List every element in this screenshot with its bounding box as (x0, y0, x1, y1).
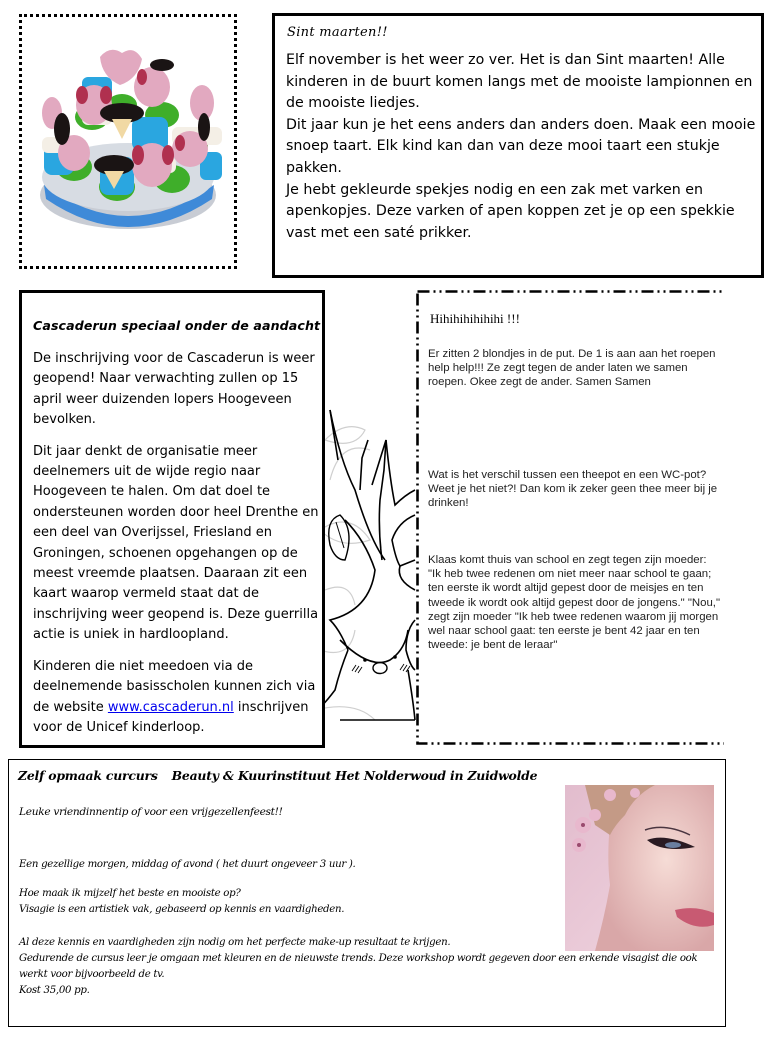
candy-cake-image (22, 17, 234, 266)
cascaderun-section (19, 290, 325, 748)
joke-item: Wat is het verschil tussen een theepot en een WC-pot? Weet je het niet?! Dan kom ik zeker geen thee meer bij je drinken! (428, 469, 718, 510)
joke-item: Er zitten 2 blondjes in de put. De 1 is aan aan het roepen help help!!! Ze zegt tegen de ander laten we samen roepen. Okee zegt de ander. Samen Samen (428, 348, 716, 389)
beauty-line: Al deze kennis en vaardigheden zijn nodig om het perfecte make-up resultaat te krijgen. (19, 937, 451, 948)
sint-maarten-body (286, 50, 756, 244)
jokes-section (416, 290, 724, 746)
beauty-line: Kost 35,00 pp. (19, 985, 90, 996)
beauty-title-institute: Beauty & Kuurinstituut Het Nolderwoud in Zuidwolde (171, 768, 538, 783)
cake-image-frame (19, 14, 237, 269)
beauty-line: werkt voor bijvoorbeeld de tv. (19, 969, 165, 980)
sint-maarten-paragraph: Dit jaar kun je het eens anders dan anders doen. Maak een mooie snoep taart. Elk kind kan dan van deze mooi taart een stukje pakken. (286, 116, 756, 176)
cascaderun-website-link[interactable]: www.cascaderun.nl (107, 699, 234, 715)
makeup-face-photo (565, 785, 714, 951)
cascaderun-paragraph: Dit jaar denkt de organisatie meer deelnemers uit de wijde regio naar Hoogeveen te halen. Om dat doel te ondersteunen worden door heel Drenthe en een deel van Overijssel, Friesland en Groningen, schoenen opgehangen op de meest vreemde plaatsen. Daaraan zit een kaart waarop vermeld staat dat de inschrijving weer geopend is. Deze guerrilla actie is uniek in hardloopland. (33, 443, 319, 643)
beauty-line: Gedurende de cursus leer je omgaan met kleuren en de nieuwste trends. Deze workshop wordt gegeven door een erkende visagist die ook (19, 953, 698, 964)
jokes-title: Hihihihihihihi !!! (430, 311, 520, 326)
sint-maarten-section (272, 13, 764, 278)
cascaderun-paragraph: De inschrijving voor de Cascaderun is weer geopend! Naar verwachting zullen op 15 april weer duizenden lopers Hoogeveen bevolken. (33, 351, 315, 428)
cascaderun-body (33, 349, 321, 749)
leaf-vein (336, 522, 344, 548)
beauty-title-course: Zelf opmaak curcurs (18, 768, 158, 783)
joke-item: Klaas komt thuis van school en zegt tegen zijn moeder: "Ik heb twee redenen om niet meer naar school te gaan; ten eerste ik wordt altijd gepest door de meisjes en ten tweede ik wordt ook altijd gepest door de jongens." "Nou," zegt zijn moeder "Ik heb twee redenen waarom jij morgen wel naar school gaat: ten eerste je bent 42 jaar en ten tweede: je bent de leraar" (428, 554, 721, 652)
sint-maarten-paragraph: Elf november is het weer zo ver. Het is dan Sint maarten! Alle kinderen in de buurt komen langs met de mooiste lampionnen en de mooiste liedjes. (286, 52, 753, 112)
beauty-section (8, 759, 726, 1027)
beauty-lines-group (19, 886, 344, 918)
sint-maarten-title: Sint maarten!! (287, 25, 388, 40)
sint-maarten-paragraph: Je hebt gekleurde spekjes nodig en een zak met varken en apenkopjes. Deze varken of apen koppen zet je op een spekkie vast met een saté prikker. (286, 181, 735, 241)
cheek-marks (352, 664, 410, 673)
beauty-line: Een gezellige morgen, middag of avond ( het duurt ongeveer 3 uur ). (19, 859, 356, 870)
eye-right (393, 655, 397, 659)
cascaderun-paragraph-last (33, 657, 321, 739)
cascaderun-text: Kinderen die niet meedoen via de deelnemende basisscholen kunnen zich via de website (33, 658, 316, 715)
cascaderun-text: inschrijven voor de Unicef kinderloop. (33, 699, 309, 735)
tree-trunk (315, 410, 415, 720)
beauty-title (18, 768, 537, 783)
eye-left (363, 658, 367, 662)
beauty-line: Hoe maak ik mijzelf het beste en mooiste op? (19, 888, 241, 899)
beauty-line: Visagie is een artistiek vak, gebaseerd op kennis en vaardigheden. (19, 904, 345, 915)
nose (373, 663, 387, 674)
beauty-line: Leuke vriendinnentip of voor een vrijgezellenfeest!! (19, 806, 283, 818)
cascaderun-title: Cascaderun speciaal onder de aandacht (33, 318, 321, 333)
